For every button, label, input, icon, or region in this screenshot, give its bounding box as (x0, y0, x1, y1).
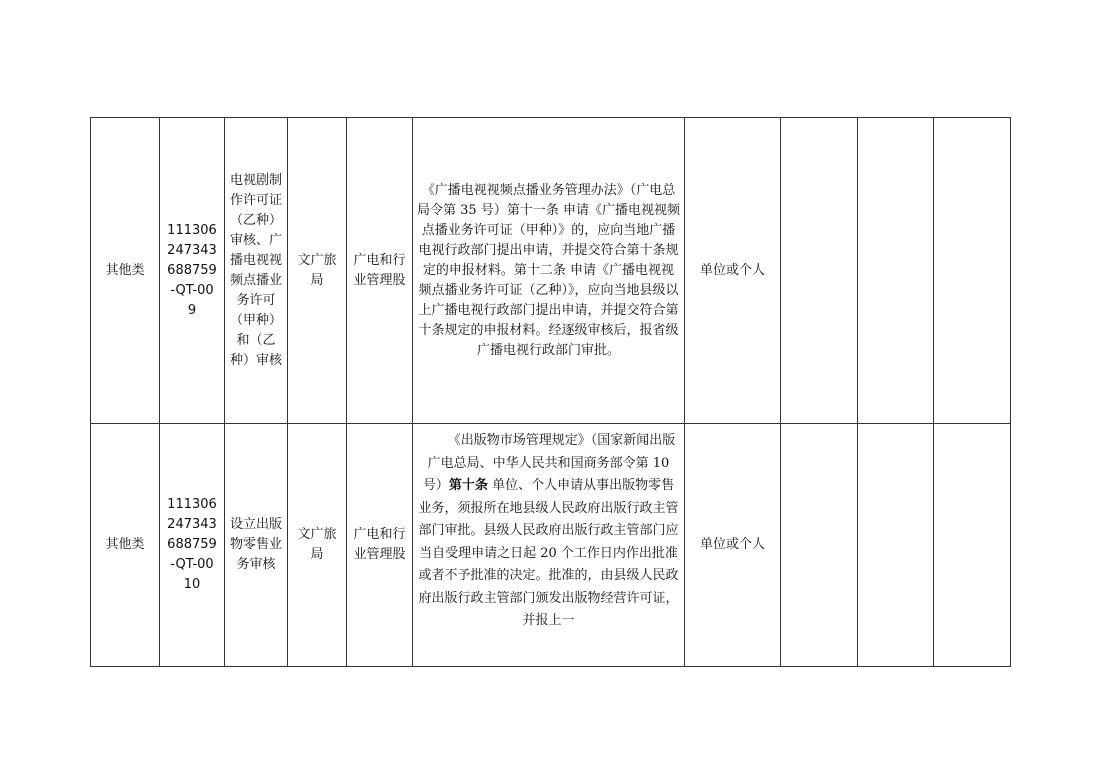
legal-basis-cell (413, 424, 685, 667)
department-cell: 文广旅局 (288, 118, 347, 424)
item-name-cell: 电视剧制作许可证（乙种）审核、广播电视视频点播业务许可（甲种）和（乙种）审核 (225, 118, 288, 424)
applicant-subject-cell: 单位或个人 (685, 424, 781, 667)
table-row (91, 118, 1011, 424)
article-heading: 第十条 (448, 478, 488, 493)
item-code-cell (160, 424, 225, 667)
department-cell: 文广旅局 (288, 424, 347, 667)
category-cell: 其他类 (91, 424, 160, 667)
empty-cell (934, 118, 1011, 424)
item-code: 111306 247343 688759 -QT-00 9 (167, 222, 217, 318)
empty-cell (781, 424, 858, 667)
empty-cell (858, 424, 934, 667)
item-code: 111306 247343 688759 -QT-00 10 (167, 497, 217, 592)
category-cell: 其他类 (91, 118, 160, 424)
item-code-cell (160, 118, 225, 424)
legal-basis-cell: 《广播电视视频点播业务管理办法》（广电总局令第 35 号）第十一条 申请《广播电视视频点播业务许可证（甲种）》的，应向当地广播电视行政部门提出申请，并提交符合第十条规定的申报材料。第十二条 申请《广播电视视频点播业务许可证（乙种）》，应向当地县级以上广播电视行政部门提出申请，并提交符合第十条规定的申报材料。经逐级审核后，报省级广播电视行政部门审批。 (413, 118, 685, 424)
responsible-unit-cell: 广电和行业管理股 (347, 424, 413, 667)
legal-basis-text: 《出版物市场管理规定》（国家新闻出版广电总局、中华人民共和国商务部令第 10 号） (422, 433, 676, 493)
table-row (91, 424, 1011, 667)
responsible-unit-cell: 广电和行业管理股 (347, 118, 413, 424)
applicant-subject-cell: 单位或个人 (685, 118, 781, 424)
empty-cell (781, 118, 858, 424)
approval-items-table (90, 117, 1011, 667)
empty-cell (858, 118, 934, 424)
empty-cell (934, 424, 1011, 667)
legal-basis-text: 单位、个人申请从事出版物零售业务，须报所在地县级人民政府出版行政主管部门审批。县级人民政府出版行政主管部门应当自受理申请之日起 20 个工作日内作出批准或者不予批准的决定。批准的，由县级人民政府出版行政主管部门颁发出版物经营许可证，并报上一 (418, 478, 679, 628)
item-name-cell: 设立出版物零售业务审核 (225, 424, 288, 667)
